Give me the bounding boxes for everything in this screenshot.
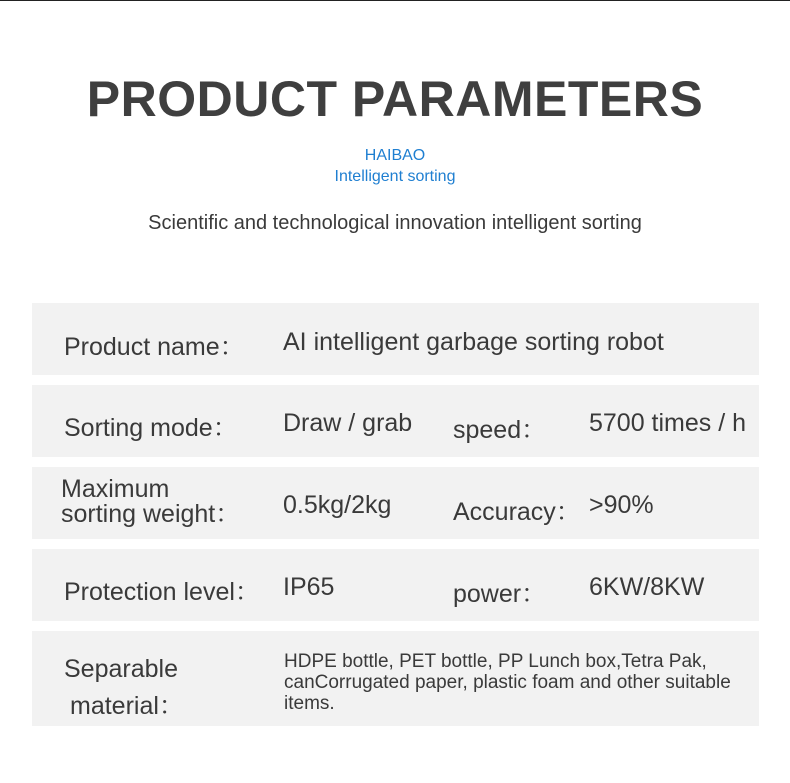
param-row-protection [32, 549, 759, 621]
accuracy-value: >90% [589, 491, 654, 519]
brand-block [0, 145, 790, 187]
param-row-material [32, 631, 759, 726]
material-label-line1: Separable [64, 655, 178, 683]
param-row-max-weight [32, 467, 759, 539]
tagline: Scientific and technological innovation intelligent sorting [148, 212, 642, 234]
page-title: PRODUCT PARAMETERS [86, 71, 704, 127]
param-row-sorting-mode [32, 385, 759, 457]
power-value: 6KW/8KW [589, 573, 705, 601]
product-name-value: AI intelligent garbage sorting robot [283, 328, 664, 356]
sorting-mode-label: Sorting mode： [64, 414, 238, 442]
protection-value: IP65 [283, 573, 335, 601]
max-weight-label-line2: sorting weight： [61, 500, 241, 528]
power-label: power： [453, 580, 547, 608]
speed-value: 5700 times / h [589, 409, 747, 437]
max-weight-value: 0.5kg/2kg [283, 491, 392, 519]
brand-name: HAIBAO [364, 147, 426, 164]
product-name-label: Product name： [64, 333, 245, 361]
max-weight-label-line1: Maximum [61, 475, 170, 503]
top-rule [0, 0, 790, 1]
max-weight-label [61, 477, 240, 527]
material-label-line2: material： [70, 692, 184, 720]
material-value: HDPE bottle, PET bottle, PP Lunch box,Tetra Pak, canCorrugated paper, plastic foam and other suitable items. [284, 651, 731, 714]
param-row-product-name [32, 303, 759, 375]
brand-subtitle: Intelligent sorting [334, 168, 456, 185]
accuracy-label: Accuracy： [453, 498, 581, 526]
sorting-mode-value: Draw / grab [283, 409, 413, 437]
material-label [64, 651, 184, 725]
protection-label: Protection level： [64, 578, 260, 606]
speed-label: speed： [453, 416, 547, 444]
